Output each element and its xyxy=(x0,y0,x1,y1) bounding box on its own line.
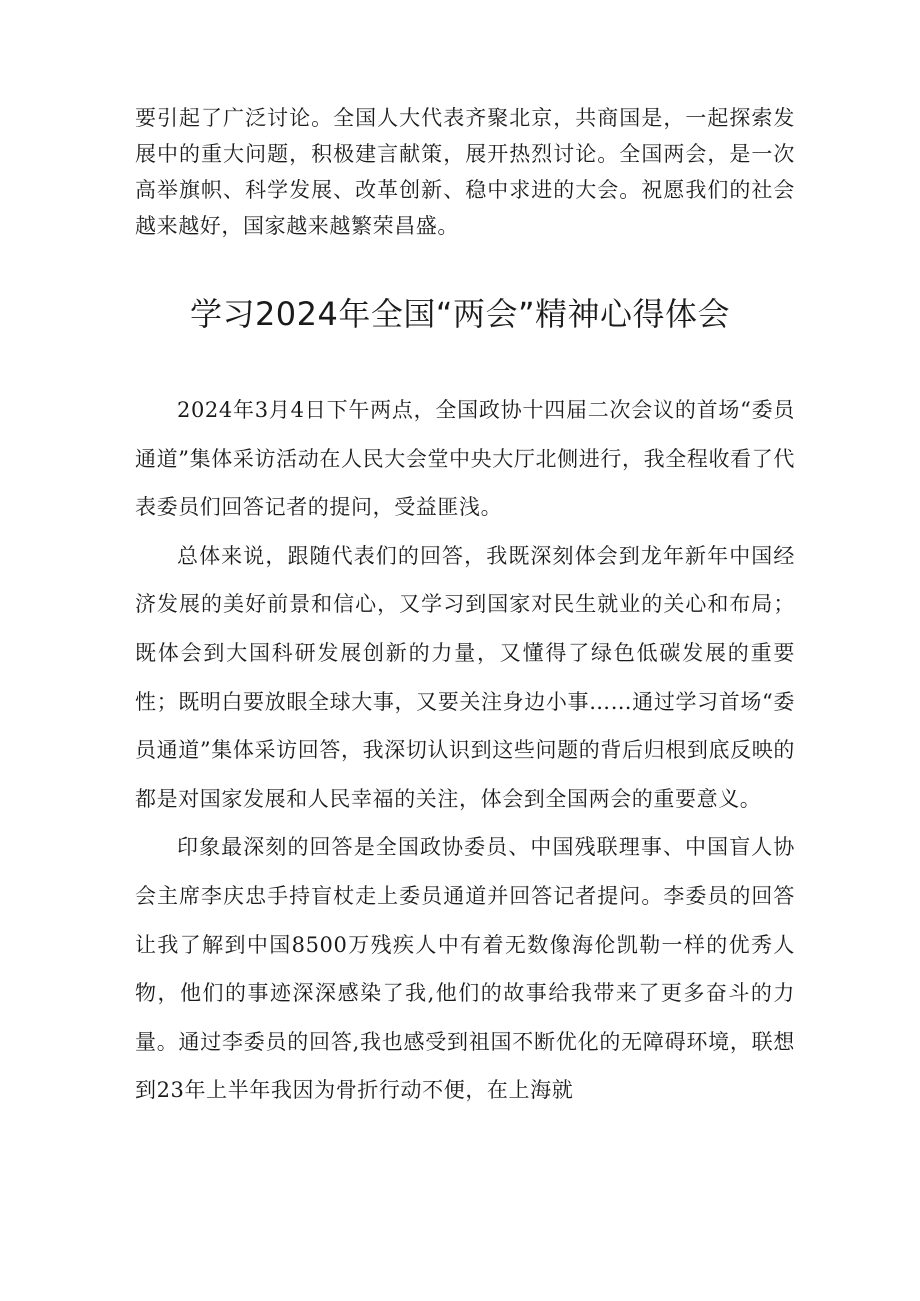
intro-paragraph: 要引起了广泛讨论。全国人大代表齐聚北京，共商国是，一起探索发展中的重大问题，积极建言献策，展开热烈讨论。全国两会，是一次高举旗帜、科学发展、改革创新、稳中求进的大会。祝愿我们的社会越来越好，国家越来越繁荣昌盛。 xyxy=(135,106,795,238)
body-paragraph-1: 2024年3月4日下午两点，全国政协十四届二次会议的首场“委员通道”集体采访活动在人民大会堂中央大厅北侧进行，我全程收看了代表委员们回答记者的提问，受益匪浅。 xyxy=(135,398,795,520)
article-title: 学习2024年全国“两会”精神心得体会 xyxy=(189,295,731,333)
body-paragraph-2: 总体来说，跟随代表们的回答，我既深刻体会到龙年新年中国经济发展的美好前景和信心，又学习到国家对民生就业的关心和布局；既体会到大国科研发展创新的力量，又懂得了绿色低碳发展的重要性；既明白要放眼全球大事，又要关注身边小事……通过学习首场“委员通道”集体采访回答，我深切认识到这些问题的背后归根到底反映的都是对国家发展和人民幸福的关注，体会到全国两会的重要意义。 xyxy=(135,543,795,811)
article-body xyxy=(135,386,795,1115)
body-paragraph-3: 印象最深刻的回答是全国政协委员、中国残联理事、中国盲人协会主席李庆忠手持盲杖走上委员通道并回答记者提问。李委员的回答让我了解到中国8500万残疾人中有着无数像海伦凯勒一样的优秀人物，他们的事迹深深感染了我,他们的故事给我带来了更多奋斗的力量。通过李委员的回答,我也感受到祖国不断优化的无障碍环境，联想到23年上半年我因为骨折行动不便，在上海就 xyxy=(135,835,795,1103)
intro-section xyxy=(135,100,795,244)
